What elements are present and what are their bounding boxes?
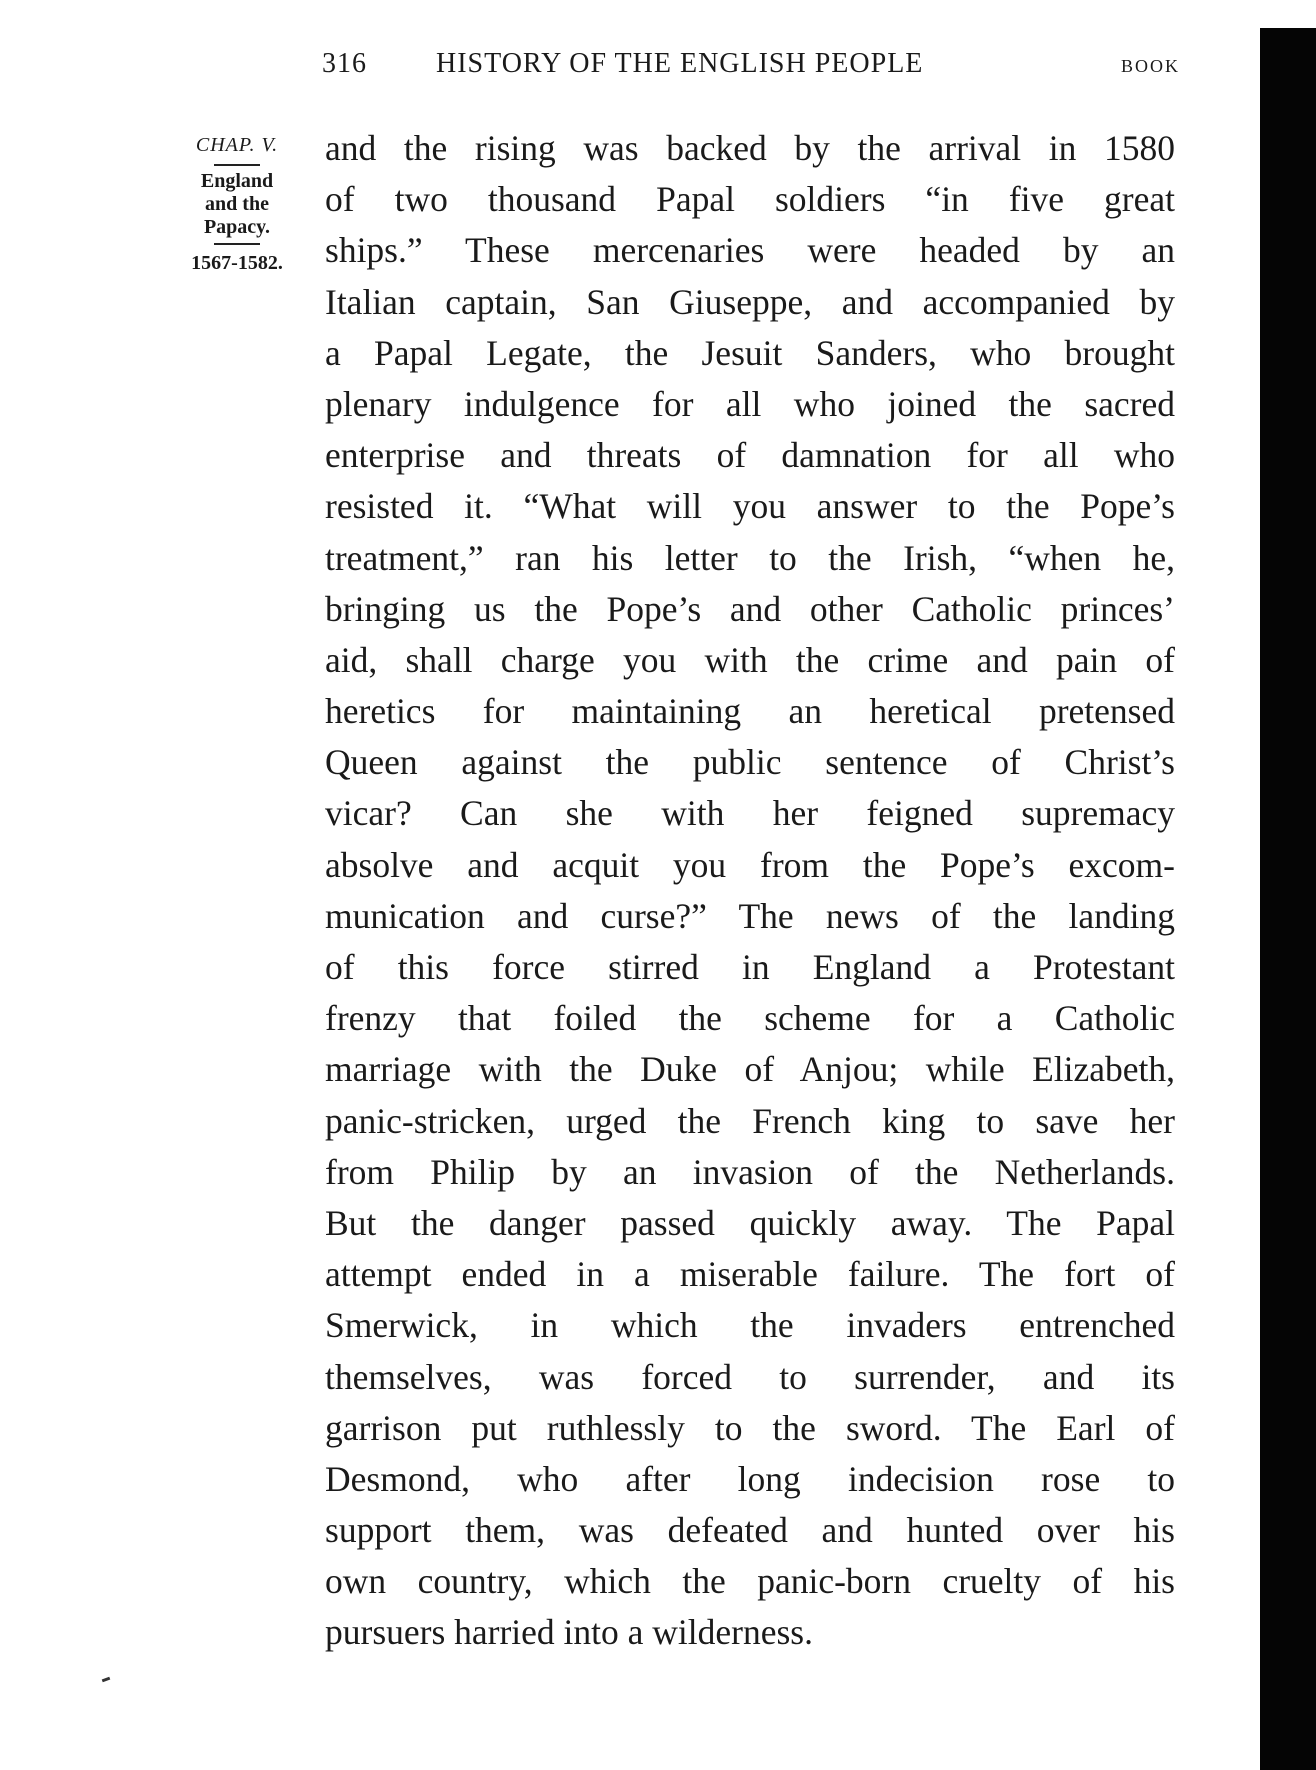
text-line: a Papal Legate, the Jesuit Sanders, who brought — [325, 332, 1175, 373]
margin-note — [176, 132, 298, 275]
text-line: ships.” These mercenaries were headed by an — [325, 230, 1175, 271]
text-line: Italian captain, San Giuseppe, and accompanied by — [325, 281, 1175, 322]
book-label: BOOK — [1120, 56, 1180, 76]
text-line: resisted it. “What will you answer to the Pope’s — [325, 486, 1175, 527]
margin-rule — [214, 164, 260, 166]
body-text — [325, 123, 1175, 1659]
text-line: But the danger passed quickly away. The Papal — [325, 1202, 1175, 1243]
text-line: from Philip by an invasion of the Netherlands. — [325, 1151, 1175, 1192]
text-line: of this force stirred in England a Protestant — [325, 947, 1175, 987]
text-line: plenary indulgence for all who joined the sacred — [325, 383, 1175, 424]
topic-line: and the — [205, 193, 269, 215]
text-line: vicar? Can she with her feigned supremacy — [325, 793, 1175, 834]
text-line: aid, shall charge you with the crime and pain of — [325, 639, 1175, 680]
text-line: attempt ended in a miserable failure. The fort of — [325, 1254, 1175, 1295]
text-line: Queen against the public sentence of Christ’s — [325, 742, 1175, 783]
text-line: munication and curse?” The news of the landing — [325, 895, 1175, 936]
topic-line: Papacy. — [203, 216, 271, 238]
text-line: support them, was defeated and hunted over his — [325, 1510, 1175, 1551]
text-line: of two thousand Papal soldiers “in five great — [325, 179, 1175, 220]
text-line: own country, which the panic-born cruelty of his — [325, 1561, 1175, 1602]
chapter-label: CHAP. V. — [195, 134, 279, 156]
text-line: garrison put ruthlessly to the sword. The Earl of — [325, 1407, 1175, 1448]
text-line: panic-stricken, urged the French king to save her — [325, 1100, 1175, 1141]
text-line: treatment,” ran his letter to the Irish, “when he, — [325, 537, 1175, 578]
scan-edge-shadow — [1260, 28, 1316, 1770]
scan-speck — [102, 1677, 111, 1683]
text-line: frenzy that foiled the scheme for a Catholic — [325, 998, 1175, 1039]
page-number: 316 — [322, 48, 367, 79]
text-line: absolve and acquit you from the Pope’s excom- — [325, 844, 1175, 885]
text-line: marriage with the Duke of Anjou; while Elizabeth, — [325, 1049, 1175, 1090]
text-line: themselves, was forced to surrender, and its — [325, 1356, 1175, 1397]
text-line: bringing us the Pope’s and other Catholic princes’ — [325, 588, 1175, 629]
topic-line: England — [200, 170, 274, 192]
text-line: and the rising was backed by the arrival in 1580 — [325, 128, 1175, 168]
running-head — [322, 48, 1180, 88]
running-title: HISTORY OF THE ENGLISH PEOPLE — [436, 48, 924, 79]
text-line-last: pursuers harried into a wilderness. — [325, 1612, 813, 1653]
text-line: enterprise and threats of damnation for all who — [325, 435, 1175, 476]
margin-dates: 1567-1582. — [191, 252, 283, 274]
text-line: heretics for maintaining an heretical pretensed — [325, 691, 1175, 732]
text-line: Smerwick, in which the invaders entrenched — [325, 1305, 1175, 1346]
margin-rule — [214, 243, 260, 245]
text-line: Desmond, who after long indecision rose to — [325, 1458, 1175, 1499]
